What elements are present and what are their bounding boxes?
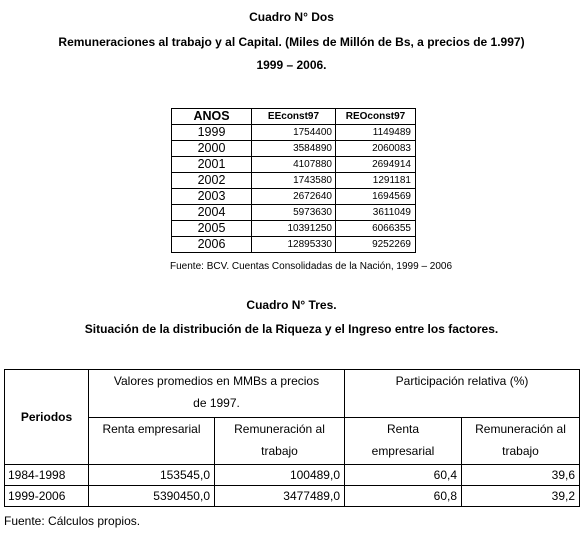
table-row (172, 173, 416, 189)
group-header-valores (89, 370, 345, 418)
group-header-participacion: Participación relativa (%) (345, 370, 580, 418)
table-row (172, 205, 416, 221)
renta-pct-cell: 60,8 (345, 486, 462, 507)
subheader-renta-relativa-line2: empresarial (371, 444, 435, 458)
column-header-reoconst97: REOconst97 (336, 109, 416, 125)
subheader-remuneracion (215, 418, 345, 465)
renta-pct-cell: 60,4 (345, 465, 462, 486)
eeconst97-cell: 5973630 (252, 205, 336, 221)
year-cell: 2006 (172, 237, 252, 253)
reoconst97-cell: 1291181 (336, 173, 416, 189)
column-header-anos: ANOS (172, 109, 252, 125)
distribucion-table (4, 369, 580, 507)
cuadro2-heading: Cuadro N° Tres. (246, 298, 337, 312)
eeconst97-cell: 4107880 (252, 157, 336, 173)
table-header-row (5, 370, 580, 418)
reoconst97-cell: 1149489 (336, 125, 416, 141)
column-header-periodos: Periodos (5, 370, 89, 465)
renta-valor-cell: 153545,0 (89, 465, 215, 486)
remuneracion-valor-cell: 3477489,0 (215, 486, 345, 507)
subheader-remuneracion-line2: trabajo (261, 444, 298, 458)
table-row (172, 141, 416, 157)
periodo-cell: 1999-2006 (5, 486, 89, 507)
cuadro1-years: 1999 – 2006. (256, 58, 327, 72)
year-cell: 2000 (172, 141, 252, 157)
renta-valor-cell: 5390450,0 (89, 486, 215, 507)
year-cell: 2005 (172, 221, 252, 237)
cuadro1-heading: Cuadro N° Dos (249, 10, 334, 24)
reoconst97-cell: 2694914 (336, 157, 416, 173)
subheader-remuneracion-relativa-line1: Remuneración al (475, 422, 566, 436)
column-header-eeconst97: EEconst97 (252, 109, 336, 125)
reoconst97-cell: 6066355 (336, 221, 416, 237)
table-row (5, 465, 580, 486)
remuneraciones-table (171, 108, 416, 253)
subheader-renta-empresarial: Renta empresarial (89, 418, 215, 465)
year-cell: 2002 (172, 173, 252, 189)
year-cell: 1999 (172, 125, 252, 141)
remuneracion-pct-cell: 39,2 (462, 486, 580, 507)
remuneracion-pct-cell: 39,6 (462, 465, 580, 486)
cuadro1-source: Fuente: BCV. Cuentas Consolidadas de la Nación, 1999 – 2006 (170, 261, 453, 272)
eeconst97-cell: 3584890 (252, 141, 336, 157)
group-header-valores-line2: de 1997. (193, 396, 240, 410)
eeconst97-cell: 1754400 (252, 125, 336, 141)
reoconst97-cell: 2060083 (336, 141, 416, 157)
subheader-renta-relativa-line1: Renta (386, 422, 420, 436)
eeconst97-cell: 10391250 (252, 221, 336, 237)
table-header-row (172, 109, 416, 125)
remuneracion-valor-cell: 100489,0 (215, 465, 345, 486)
table-subheader-row (5, 418, 580, 465)
table-row (5, 486, 580, 507)
table-row (172, 125, 416, 141)
cuadro2-source: Fuente: Cálculos propios. (4, 514, 141, 528)
subheader-renta-relativa (345, 418, 462, 465)
subheader-remuneracion-line1: Remuneración al (234, 422, 325, 436)
table-row (172, 237, 416, 253)
table-row (172, 221, 416, 237)
year-cell: 2001 (172, 157, 252, 173)
cuadro1-subtitle: Remuneraciones al trabajo y al Capital. (Miles de Millón de Bs, a precios de 1.997) (58, 35, 525, 49)
reoconst97-cell: 3611049 (336, 205, 416, 221)
subheader-remuneracion-relativa (462, 418, 580, 465)
eeconst97-cell: 2672640 (252, 189, 336, 205)
subheader-remuneracion-relativa-line2: trabajo (502, 444, 539, 458)
reoconst97-cell: 9252269 (336, 237, 416, 253)
year-cell: 2004 (172, 205, 252, 221)
eeconst97-cell: 1743580 (252, 173, 336, 189)
group-header-valores-line1: Valores promedios en MMBs a precios (113, 374, 320, 388)
cuadro2-subtitle: Situación de la distribución de la Riqueza y el Ingreso entre los factores. (84, 322, 499, 336)
reoconst97-cell: 1694569 (336, 189, 416, 205)
table-row (172, 157, 416, 173)
year-cell: 2003 (172, 189, 252, 205)
table-row (172, 189, 416, 205)
periodo-cell: 1984-1998 (5, 465, 89, 486)
eeconst97-cell: 12895330 (252, 237, 336, 253)
